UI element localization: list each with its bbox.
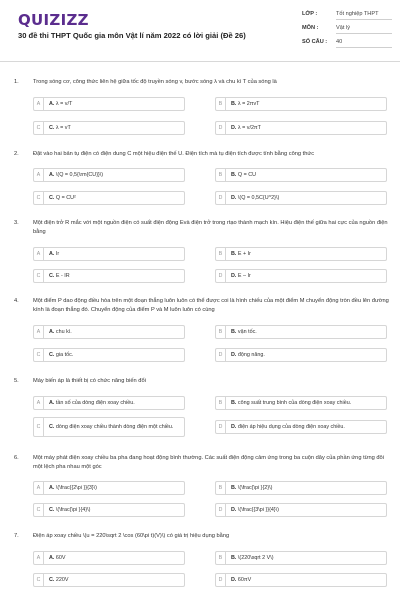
option-prefix: C. (49, 351, 55, 358)
option-prefix: C. (49, 124, 55, 131)
option-a[interactable] (33, 247, 185, 261)
option-text: 220V (55, 576, 69, 583)
option-text: 60V (55, 554, 66, 561)
option-prefix: D. (231, 124, 237, 131)
option-text: λ = vT (55, 124, 71, 131)
document-header (0, 0, 400, 62)
meta-label: LỚP : (302, 11, 318, 17)
option-c[interactable] (33, 191, 185, 205)
option-letter: A (34, 552, 44, 564)
option-letter: C (34, 349, 44, 361)
option-letter: D (216, 421, 226, 433)
option-text: \(\frac{{3\pi }}{4}\) (237, 506, 279, 513)
option-text: tần số của dòng điện xoay chiều. (55, 399, 135, 406)
option-letter: D (216, 349, 226, 361)
option-c[interactable] (33, 503, 185, 517)
option-letter: A (34, 248, 44, 260)
option-letter: B (216, 397, 226, 409)
option-text: Ir (55, 250, 60, 257)
question-text: Một điện trở R mắc với một nguồn điện có suất điện động Evà điện trở trong rtạo thành mạch kín. Hiệu điện thế giữa hai cực của nguồn điện bằng (33, 220, 388, 235)
option-letter: C (34, 122, 44, 134)
question-number: 1. (14, 79, 19, 85)
document-meta (302, 11, 392, 53)
option-b[interactable] (215, 97, 387, 111)
option-prefix: B. (231, 250, 237, 257)
question-number: 5. (14, 378, 19, 384)
option-a[interactable] (33, 97, 185, 111)
option-letter: C (34, 504, 44, 516)
question-text: Trong sóng cơ, công thức liên hệ giữa tốc độ truyền sóng v, bước sóng λ và chu kì T của sóng là (33, 79, 277, 85)
question-2 (14, 150, 392, 159)
option-text: \(Q = 0,5C{U^2}\) (237, 194, 280, 201)
option-text: λ = v/T (55, 100, 73, 107)
question-text: Đặt vào hai bản tụ điện có điện dung C một hiệu điện thế U. Điện tích mà tụ điện tích được tính bằng công thức (33, 151, 315, 157)
option-b[interactable] (215, 481, 387, 495)
option-prefix: C. (49, 194, 55, 201)
option-letter: A (34, 98, 44, 110)
question-number: 4. (14, 298, 19, 304)
option-prefix: A. (49, 484, 55, 491)
option-c[interactable] (33, 121, 185, 135)
option-text: λ = v/2πT (237, 124, 261, 131)
question-number: 3. (14, 220, 19, 226)
option-prefix: B. (231, 171, 237, 178)
option-letter: A (34, 169, 44, 181)
option-text: động năng. (237, 351, 265, 358)
option-b[interactable] (215, 396, 387, 410)
option-text: E + Ir (237, 250, 251, 257)
option-b[interactable] (215, 325, 387, 339)
option-letter: A (34, 326, 44, 338)
option-text: \(\frac{{2\pi }}{3}\) (55, 484, 97, 491)
option-letter: B (216, 169, 226, 181)
option-b[interactable] (215, 247, 387, 261)
option-text: vận tốc. (237, 328, 257, 335)
document-title: 30 đề thi THPT Quốc gia môn Vật lí năm 2022 có lời giải (Đề 26) (18, 31, 246, 40)
option-prefix: B. (231, 100, 237, 107)
option-d[interactable] (215, 420, 387, 434)
option-text: E - IR (55, 272, 70, 279)
option-prefix: A. (49, 399, 55, 406)
option-c[interactable] (33, 573, 185, 587)
option-letter: B (216, 482, 226, 494)
meta-value: Tốt nghiệp THPT (336, 11, 392, 20)
question-7 (14, 532, 392, 541)
option-text: \(\frac{\pi }{2}\) (237, 484, 273, 491)
option-prefix: A. (49, 171, 55, 178)
option-letter: B (216, 248, 226, 260)
option-text: \(\frac{\pi }{4}\) (55, 506, 91, 513)
option-text: Q = CU² (55, 194, 76, 201)
option-text: gia tốc. (55, 351, 74, 358)
question-text: Một điểm P dao động điều hòa trên một đoạn thẳng luôn luôn có thể được coi là hình chiếu của một điểm M chuyển động tròn đều lên đường kính là đoạn thẳng đó. Chuyển động của điểm P và M luôn luôn có cùng (33, 298, 389, 313)
question-1 (14, 78, 392, 87)
option-letter: D (216, 574, 226, 586)
option-text: dòng điện xoay chiều thành dòng điện một chiều. (55, 423, 174, 430)
question-text: Máy biến áp là thiết bị có chức năng biến đổi (33, 378, 146, 384)
option-prefix: D. (231, 423, 237, 430)
quizizz-logo: QUIZIZZ (18, 11, 89, 29)
option-prefix: C. (49, 576, 55, 583)
option-prefix: C. (49, 506, 55, 513)
option-prefix: A. (49, 250, 55, 257)
option-prefix: D. (231, 506, 237, 513)
option-b[interactable] (215, 551, 387, 565)
option-d[interactable] (215, 269, 387, 283)
option-text: Q = CU (237, 171, 257, 178)
question-6 (14, 454, 392, 471)
question-text: Điện áp xoay chiều \(u = 220\sqrt 2 \cos (60\pi t)(V)\) có giá trị hiệu dụng bằng (33, 533, 230, 539)
option-d[interactable] (215, 503, 387, 517)
option-c[interactable] (33, 348, 185, 362)
option-text: E – Ir (237, 272, 251, 279)
option-letter: C (34, 270, 44, 282)
meta-label: MÔN : (302, 25, 319, 31)
meta-value: 40 (336, 39, 392, 48)
option-prefix: B. (231, 399, 237, 406)
option-letter: C (34, 574, 44, 586)
question-5 (14, 377, 392, 386)
option-prefix: D. (231, 194, 237, 201)
question-number: 7. (14, 533, 19, 539)
option-d[interactable] (215, 121, 387, 135)
option-prefix: B. (231, 484, 237, 491)
option-letter: D (216, 122, 226, 134)
option-letter: B (216, 98, 226, 110)
option-text: \(220\sqrt 2 V\) (237, 554, 274, 561)
option-text: λ = 2πvT (237, 100, 260, 107)
option-letter: A (34, 397, 44, 409)
option-prefix: A. (49, 554, 55, 561)
question-number: 6. (14, 455, 19, 461)
option-a[interactable] (33, 481, 185, 495)
question-3 (14, 219, 392, 236)
option-prefix: A. (49, 328, 55, 335)
meta-row-class (302, 11, 392, 25)
option-prefix: D. (231, 351, 237, 358)
option-letter: A (34, 482, 44, 494)
meta-label: SỐ CÂU : (302, 39, 328, 45)
option-c[interactable] (33, 269, 185, 283)
option-a[interactable] (33, 396, 185, 410)
option-prefix: D. (231, 576, 237, 583)
option-prefix: B. (231, 554, 237, 561)
meta-row-question-count (302, 39, 392, 53)
option-a[interactable] (33, 325, 185, 339)
option-d[interactable] (215, 348, 387, 362)
option-a[interactable] (33, 168, 185, 182)
option-letter: D (216, 270, 226, 282)
option-letter: D (216, 192, 226, 204)
option-prefix: C. (49, 423, 55, 430)
option-text: \(Q = 0,5{\rm{CU}}\) (55, 171, 104, 178)
question-4 (14, 297, 392, 314)
question-number: 2. (14, 151, 19, 157)
option-text: 60πV (237, 576, 252, 583)
option-prefix: A. (49, 100, 55, 107)
option-d[interactable] (215, 573, 387, 587)
option-d[interactable] (215, 191, 387, 205)
question-text: Một máy phát điện xoay chiều ba pha đang hoạt động bình thường. Các suất điện động cảm ứng trong ba cuộn dây của phần ứng từng đôi một lệch pha nhau một góc (33, 455, 384, 470)
option-letter: B (216, 552, 226, 564)
option-prefix: C. (49, 272, 55, 279)
option-prefix: D. (231, 272, 237, 279)
option-text: điện áp hiệu dụng của dòng điện xoay chiều. (237, 423, 345, 430)
option-text: công suất trung bình của dòng điện xoay chiều. (237, 399, 352, 406)
option-b[interactable] (215, 168, 387, 182)
option-prefix: B. (231, 328, 237, 335)
meta-row-subject (302, 25, 392, 39)
option-c[interactable] (33, 417, 185, 437)
option-text: chu kì. (55, 328, 72, 335)
option-letter: D (216, 504, 226, 516)
option-letter: B (216, 326, 226, 338)
option-a[interactable] (33, 551, 185, 565)
meta-value: Vật lý (336, 25, 392, 34)
option-letter: C (34, 192, 44, 204)
option-letter: C (34, 418, 44, 436)
